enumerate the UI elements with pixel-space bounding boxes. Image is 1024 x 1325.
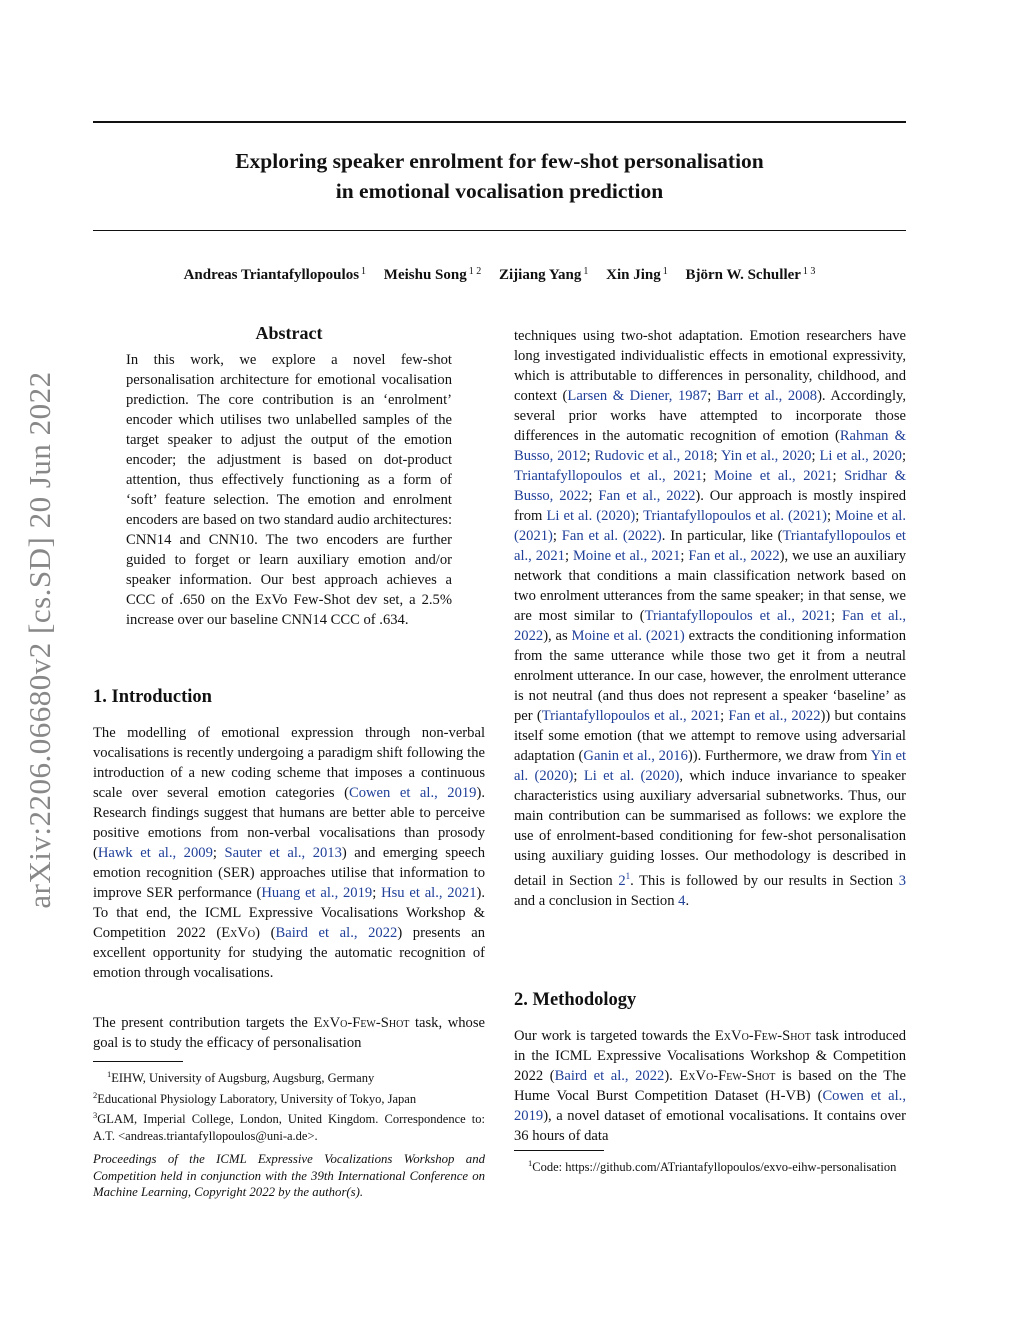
affiliation-text: GLAM, Imperial College, London, United Kingdom. Correspondence to: A.T. <andreas.triantafyllopoulos@uni-a.de>. [93, 1112, 485, 1143]
citation-link[interactable]: Moine et al. (2021) [514, 508, 906, 544]
citation-link[interactable]: Ganin et al., 2016 [583, 748, 688, 764]
text-run: ). [664, 1068, 680, 1084]
author-name: Andreas Triantafyllopoulos [183, 267, 360, 283]
title-bottom-rule [93, 230, 906, 231]
citation-link[interactable]: Triantafyllopoulos et al., 2021 [514, 528, 906, 564]
citation-link[interactable]: Triantafyllopoulos et al., 2021 [514, 468, 703, 484]
citation-link[interactable]: Huang et al., 2019 [261, 885, 373, 901]
code-footnote: $^1$Code: https://github.com/ATriantafyllopoulos/exvo-eihw-personalisation [528, 1158, 897, 1175]
affiliation-text: Educational Physiology Laboratory, University of Tokyo, Japan [97, 1091, 417, 1106]
text-run: ) presents an excellent opportunity for studying the automatic recognition of emotion through vocalisations. [93, 925, 485, 981]
citation-link[interactable]: Larsen & Diener, 1987 [567, 388, 708, 404]
author-affiliation: 1 [662, 266, 668, 277]
citation-link[interactable]: Barr et al., 2008 [716, 388, 818, 404]
text-run: ). To that end, the ICML Expressive Vocalisations Workshop & Competition 2022 ( [93, 885, 486, 941]
text-run: . This is followed by our results in Section [630, 872, 899, 889]
abstract-text: In this work, we explore a novel few-shot personalisation architecture for emotional vocalisation prediction. The core contribution is an ‘enrolment’ encoder which utilises two unlabelled samples of the target speaker to adjust the output of the emotion encoder; the adjustment is based on dot-product attention, thus effectively functioning as a form of ‘soft’ feature selection. The emotion and enrolment encoders are based on two standard audio architectures: CNN14 and CNN10. The two encoders are further guided to forget or learn auxiliary emotion and/or speaker information. Our best approach achieves a CCC of .650 on the ExVo Few-Shot dev set, a 2.5% increase over our baseline CNN14 CCC of .634. [126, 352, 452, 628]
footnote-rule [514, 1150, 604, 1151]
text-run: . [685, 892, 690, 909]
author-list [93, 266, 906, 284]
exvo-acronym: ExVo [221, 925, 256, 941]
text-run: )) but contains itself some emotion (that we attempt to remove using adversarial adaptation ( [514, 708, 906, 764]
arxiv-identifier: arXiv:2206.06680v2 [cs.SD] 20 Jun 2022 [22, 371, 57, 909]
text-run: ) ( [255, 925, 276, 941]
text-run: ) and emerging speech emotion recognition (SER) approaches utilise that information to improve SER performance ( [93, 845, 485, 901]
author-affiliation: 1 [583, 266, 589, 277]
citation-link[interactable]: Li et al. (2020) [583, 768, 680, 784]
citation-link[interactable]: Moine et al., 2021 [572, 548, 681, 564]
section-link[interactable]: 4 [678, 892, 686, 909]
methodology-paragraph-1 [514, 1026, 906, 1146]
introduction-paragraph-2 [93, 1013, 485, 1053]
footnote-rule [93, 1061, 183, 1062]
citation-link[interactable]: Moine et al., 2021 [714, 468, 833, 484]
author-affiliation: 1 [361, 266, 367, 277]
text-run: and a conclusion in Section [514, 892, 679, 909]
citation-link[interactable]: Moine et al. (2021) [571, 628, 685, 644]
author-name: Meishu Song [383, 267, 467, 283]
text-run: is based on the The Hume Vocal Burst Competition Dataset (H-VB) ( [514, 1068, 906, 1104]
text-run: )). Furthermore, we draw from [687, 748, 871, 764]
citation-link[interactable]: Fan et al., 2022 [514, 608, 906, 644]
footnote-marker[interactable]: 1 [625, 871, 631, 881]
author-name: Björn W. Schuller [685, 267, 801, 283]
text-run: ). Research findings suggest that humans are better able to perceive positive emotions from non-verbal vocalisations than prosody ( [93, 785, 485, 861]
text-run: task, whose goal is to study the efficacy of personalisation [93, 1015, 485, 1051]
affiliation-text: EIHW, University of Augsburg, Augsburg, Germany [111, 1071, 375, 1086]
introduction-paragraph-3: techniques using two-shot adaptation. Emotion researchers have long investigated individualistic effects in emotional expressivity, which is attributable to differences in personality, childhood, and context (Larsen & Diener, 1987; Barr et al., 2008). Accordingly, several prior works have attempted to incorporate those differences in the automatic recognition of emotion (Rahman & Busso, 2012; Rudovic et al., 2018; Yin et al., 2020; Li et al., 2020; Triantafyllopoulos et al., 2021; Moine et al., 2021; Sridhar & Busso, 2022; Fan et al., 2022). Our approach is mostly inspired from Li et al. (2020); Triantafyllopoulos et al. (2021); Moine et al. (2021); Fan et al. (2022). In particular, like (Triantafyllopoulos et al., 2021; Moine et al., 2021; Fan et al., 2022), we use an auxiliary network that conditions a main classification network based on two enrolment utterances from the same speaker; in that sense, we are most similar to (Triantafyllopoulos et al., 2021; Fan et al., 2022), as Moine et al. (2021) extracts the conditioning information from the same utterance while those two get it from a neutral enrolment utterance. In our case, however, the enrolment utterance is not neutral (and thus does not represent a speaker ‘baseline’ as per (Triantafyllopoulos et al., 2021; Fan et al., 2022)) but contains itself some emotion (that we attempt to remove using adversarial adaptation (Ganin et al., 2016)). Furthermore, we draw from Yin et al. (2020); Li et al. (2020), which induce invariance to speaker characteristics using auxiliary adversarial subnetworks. Thus, our main contribution can be summarised as follows: we explore the use of enrolment-based conditioning for few-shot personalisation using auxiliary guiding losses. Our methodology is described in detail in Section 2$^1$. This is followed by our results in Section 3 and a conclusion in Section 4. [514, 328, 907, 909]
task-name: ExVo-Few-Shot [313, 1015, 410, 1031]
text-run: . In particular, like ( [661, 528, 783, 544]
abstract-heading: Abstract [255, 323, 323, 343]
citation-link[interactable]: Triantafyllopoulos et al. (2021) [643, 508, 827, 524]
text-run: ). Accordingly, several prior works have attempted to incorporate those differences in the automatic recognition of emotion ( [514, 388, 906, 444]
citation-link[interactable]: Cowen et al., 2019 [514, 1088, 906, 1124]
affiliation-footnotes [93, 1066, 485, 1144]
proceedings-note: Proceedings of the ICML Expressive Vocalizations Workshop and Competition held in conjunction with the 39th International Conference on Machine Learning, Copyright 2022 by the author(s). [93, 1152, 485, 1199]
citation-link[interactable]: Rahman & Busso, 2012 [514, 428, 906, 464]
citation-link[interactable]: Fan et al., 2022 [728, 708, 821, 724]
author-affiliation: 1 3 [802, 266, 816, 277]
citation-link[interactable]: Baird et al., 2022 [275, 925, 398, 941]
section-link[interactable]: 3 [898, 872, 906, 889]
citation-link[interactable]: Yin et al., 2020 [720, 448, 812, 464]
paper-title [93, 146, 906, 206]
citation-link[interactable]: Li et al., 2020 [819, 448, 902, 464]
citation-link[interactable]: Triantafyllopoulos et al., 2021 [541, 708, 721, 724]
author-name: Xin Jing [606, 267, 661, 283]
title-line-2: in emotional vocalisation prediction [335, 179, 664, 203]
arxiv-sidebar [0, 330, 80, 950]
text-run: The modelling of emotional expression through non-verbal vocalisations is recently undergoing a paradigm shift following the introduction of a new coding scheme that imposes a continuous scale over several emotion categories ( [93, 725, 485, 801]
text-run: extracts the conditioning information from the same utterance while those two get it from a neutral enrolment utterance. In our case, however, the enrolment utterance is not neutral (and thus does not represent a speaker ‘baseline’ as per ( [514, 628, 906, 724]
methodology-heading: 2. Methodology [514, 990, 637, 1010]
task-name: ExVo-Few-Shot [679, 1068, 776, 1084]
author-affiliation: 1 2 [468, 266, 482, 277]
author-name: Zijiang Yang [498, 267, 582, 283]
citation-link[interactable]: Sridhar & Busso, 2022 [514, 468, 906, 504]
citation-link[interactable]: Baird et al., 2022 [554, 1068, 665, 1084]
citation-link[interactable]: Fan et al., 2022 [598, 488, 696, 504]
text-run: Our work is targeted towards the [514, 1028, 715, 1044]
text-run: task introduced in the ICML Expressive Vocalisations Workshop & Competition 2022 ( [514, 1028, 906, 1084]
title-top-rule [93, 121, 906, 123]
citation-link[interactable]: Rudovic et al., 2018 [594, 448, 714, 464]
text-run: ), as [543, 628, 572, 644]
affiliation-2: $^2$Educational Physiology Laboratory, University of Tokyo, Japan [93, 1089, 417, 1106]
citation-link[interactable]: Cowen et al., 2019 [348, 785, 477, 801]
section-link[interactable]: 2 [618, 872, 626, 889]
text-run: ). Our approach is mostly inspired from [514, 488, 906, 524]
citation-link[interactable]: Li et al. (2020) [546, 508, 636, 524]
text-run: techniques using two-shot adaptation. Emotion researchers have long investigated individualistic effects in emotional expressivity, which is attributable to differences in personality, childhood, and context ( [514, 328, 906, 404]
title-line-1: Exploring speaker enrolment for few-shot personalisation [235, 149, 764, 173]
text-run: The present contribution targets the [93, 1015, 314, 1031]
citation-link[interactable]: Hawk et al., 2009 [97, 845, 213, 861]
introduction-paragraph-1: The modelling of emotional expression through non-verbal vocalisations is recently undergoing a paradigm shift following the introduction of a new coding scheme that imposes a continuous scale over several emotion categories (Cowen et al., 2019). Research findings suggest that humans are better able to perceive positive emotions from non-verbal vocalisations than prosody (Hawk et al., 2009; Sauter et al., 2013) and emerging speech emotion recognition (SER) approaches utilise that information to improve SER performance (Huang et al., 2019; Hsu et al., 2021). To that end, the ICML Expressive Vocalisations Workshop & Competition 2022 (ExVo) (Baird et al., 2022) presents an excellent opportunity for studying the automatic recognition of emotion through vocalisations. [93, 725, 486, 981]
citation-link[interactable]: Fan et al. (2022) [561, 528, 662, 544]
introduction-heading: 1. Introduction [93, 687, 212, 707]
text-run: ), we use an auxiliary network that conditions a main classification network based on two enrolment utterances from the same speaker; in that sense, we are most similar to ( [514, 548, 907, 624]
affiliation-3: $^3$GLAM, Imperial College, London, United Kingdom. Correspondence to: A.T. <andreas.triantafyllopoulos@uni-a.de>. [93, 1110, 485, 1143]
text-run: ), a novel dataset of emotional vocalisations. It contains over 36 hours of data [514, 1108, 906, 1144]
citation-link[interactable]: Yin et al. (2020) [514, 748, 906, 784]
task-name: ExVo-Few-Shot [714, 1028, 811, 1044]
citation-link[interactable]: Sauter et al., 2013 [224, 845, 342, 861]
citation-link[interactable]: Hsu et al., 2021 [381, 885, 477, 901]
citation-link[interactable]: Triantafyllopoulos et al., 2021 [644, 608, 831, 624]
text-run: , which induce invariance to speaker characteristics using auxiliary adversarial subnetworks. Thus, our main contribution can be summarised as follows: we explore the use of enrolment-based conditioning for few-shot personalisation using auxiliary guiding losses. Our methodology is described in detail in Section [514, 768, 906, 889]
citation-link[interactable]: Fan et al., 2022 [688, 548, 780, 564]
affiliation-1: $^1$EIHW, University of Augsburg, Augsburg, Germany [107, 1069, 375, 1086]
code-link[interactable]: Code: https://github.com/ATriantafyllopoulos/exvo-eihw-personalisation [532, 1160, 897, 1175]
